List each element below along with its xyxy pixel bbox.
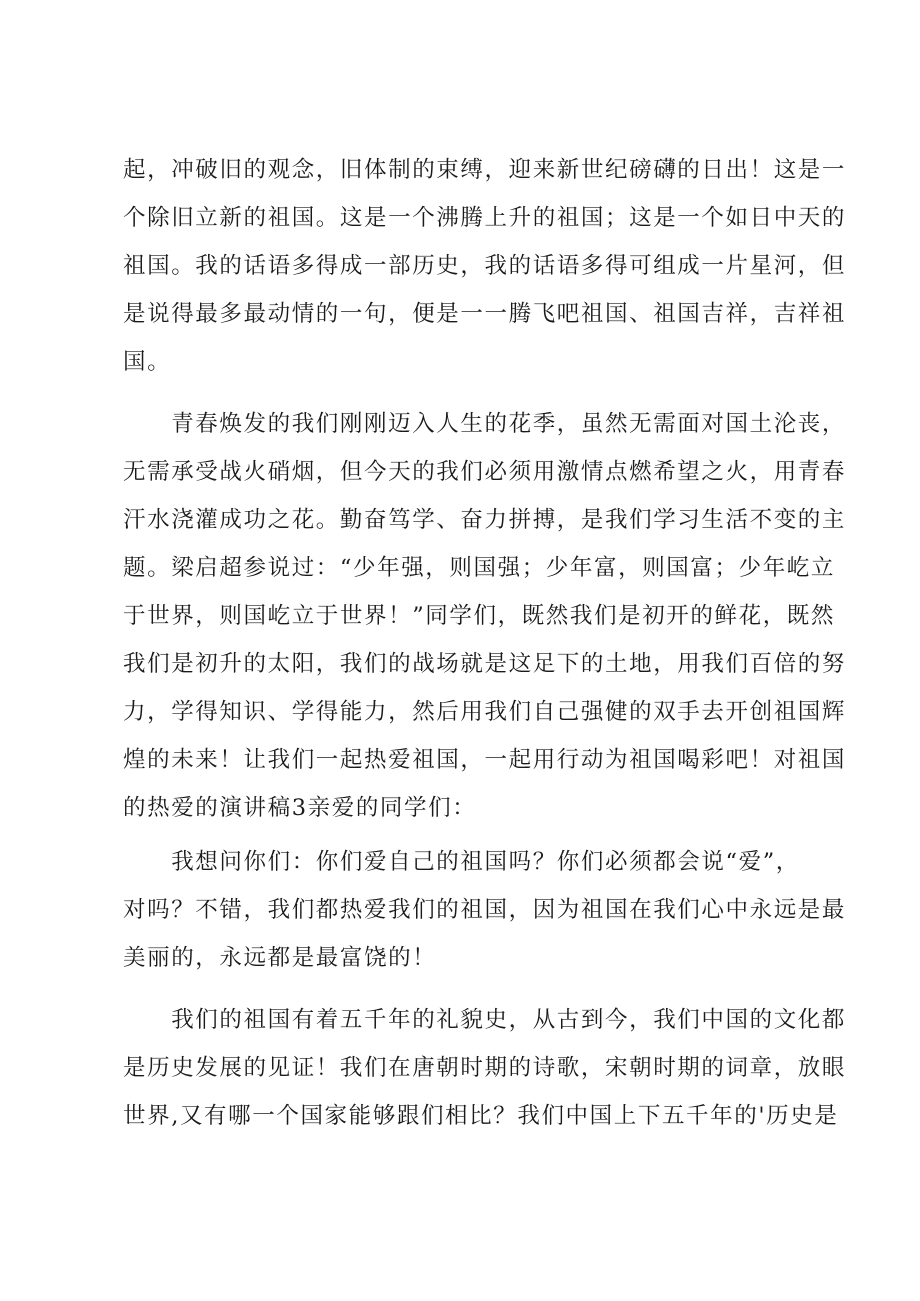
text-line: 是历史发展的见证！我们在唐朝时期的诗歌，宋朝时期的词章，放眼: [123, 1055, 847, 1081]
text-line: 青春焕发的我们刚刚迈入人生的花季，虽然无需面对国土沦丧，: [123, 411, 847, 437]
text-line: 汗水浇灌成功之花。勤奋笃学、奋力拼搏，是我们学习生活不变的主: [123, 507, 847, 533]
text-line: 世界,又有哪一个国家能够跟们相比？我们中国上下五千年的'历史是: [123, 1103, 839, 1129]
paragraph-2: [123, 400, 847, 832]
text-line: 个除旧立新的祖国。这是一个沸腾上升的祖国；这是一个如日中天的: [123, 205, 847, 231]
text-line: 煌的未来！让我们一起热爱祖国，一起用行动为祖国喝彩吧！对祖国: [123, 747, 847, 773]
text-line: 起，冲破旧的观念，旧体制的束缚，迎来新世纪磅礴的日出！这是一: [123, 157, 847, 183]
text-line: 祖国。我的话语多得成一部历史，我的话语多得可组成一片星河，但: [123, 253, 847, 279]
text-line: 的热爱的演讲稿3亲爱的同学们：: [123, 795, 477, 821]
text-line: 是说得最多最动情的一句，便是一一腾飞吧祖国、祖国吉祥，吉祥祖: [123, 301, 847, 327]
paragraph-1: [123, 146, 847, 386]
text-line: 国。: [123, 349, 172, 375]
text-line: 力，学得知识、学得能力，然后用我们自己强健的双手去开创祖国辉: [123, 699, 847, 725]
text-line: 我想问你们：你们爱自己的祖国吗？你们必须都会说“爱”，: [123, 849, 800, 875]
document-body: [123, 146, 847, 1140]
paragraph-gap: [123, 982, 823, 996]
text-line: 于世界，则国屹立于世界！”同学们，既然我们是初开的鲜花，既然: [123, 603, 836, 629]
text-line: 美丽的，永远都是最富饶的！: [123, 945, 437, 971]
paragraph-4: [123, 996, 847, 1140]
text-line: 题。梁启超参说过：“少年强，则国强；少年富，则国富；少年屹立: [123, 555, 836, 581]
text-line: 对吗？不错，我们都热爱我们的祖国，因为祖国在我们心中永远是最: [123, 897, 847, 923]
text-line: 我们是初升的太阳，我们的战场就是这足下的土地，用我们百倍的努: [123, 651, 847, 677]
paragraph-3: [123, 838, 847, 982]
text-line: 我们的祖国有着五千年的礼貌史，从古到今，我们中国的文化都: [123, 1007, 847, 1033]
text-line: 无需承受战火硝烟，但今天的我们必须用激情点燃希望之火，用青春: [123, 459, 847, 485]
paragraph-gap: [123, 386, 823, 400]
